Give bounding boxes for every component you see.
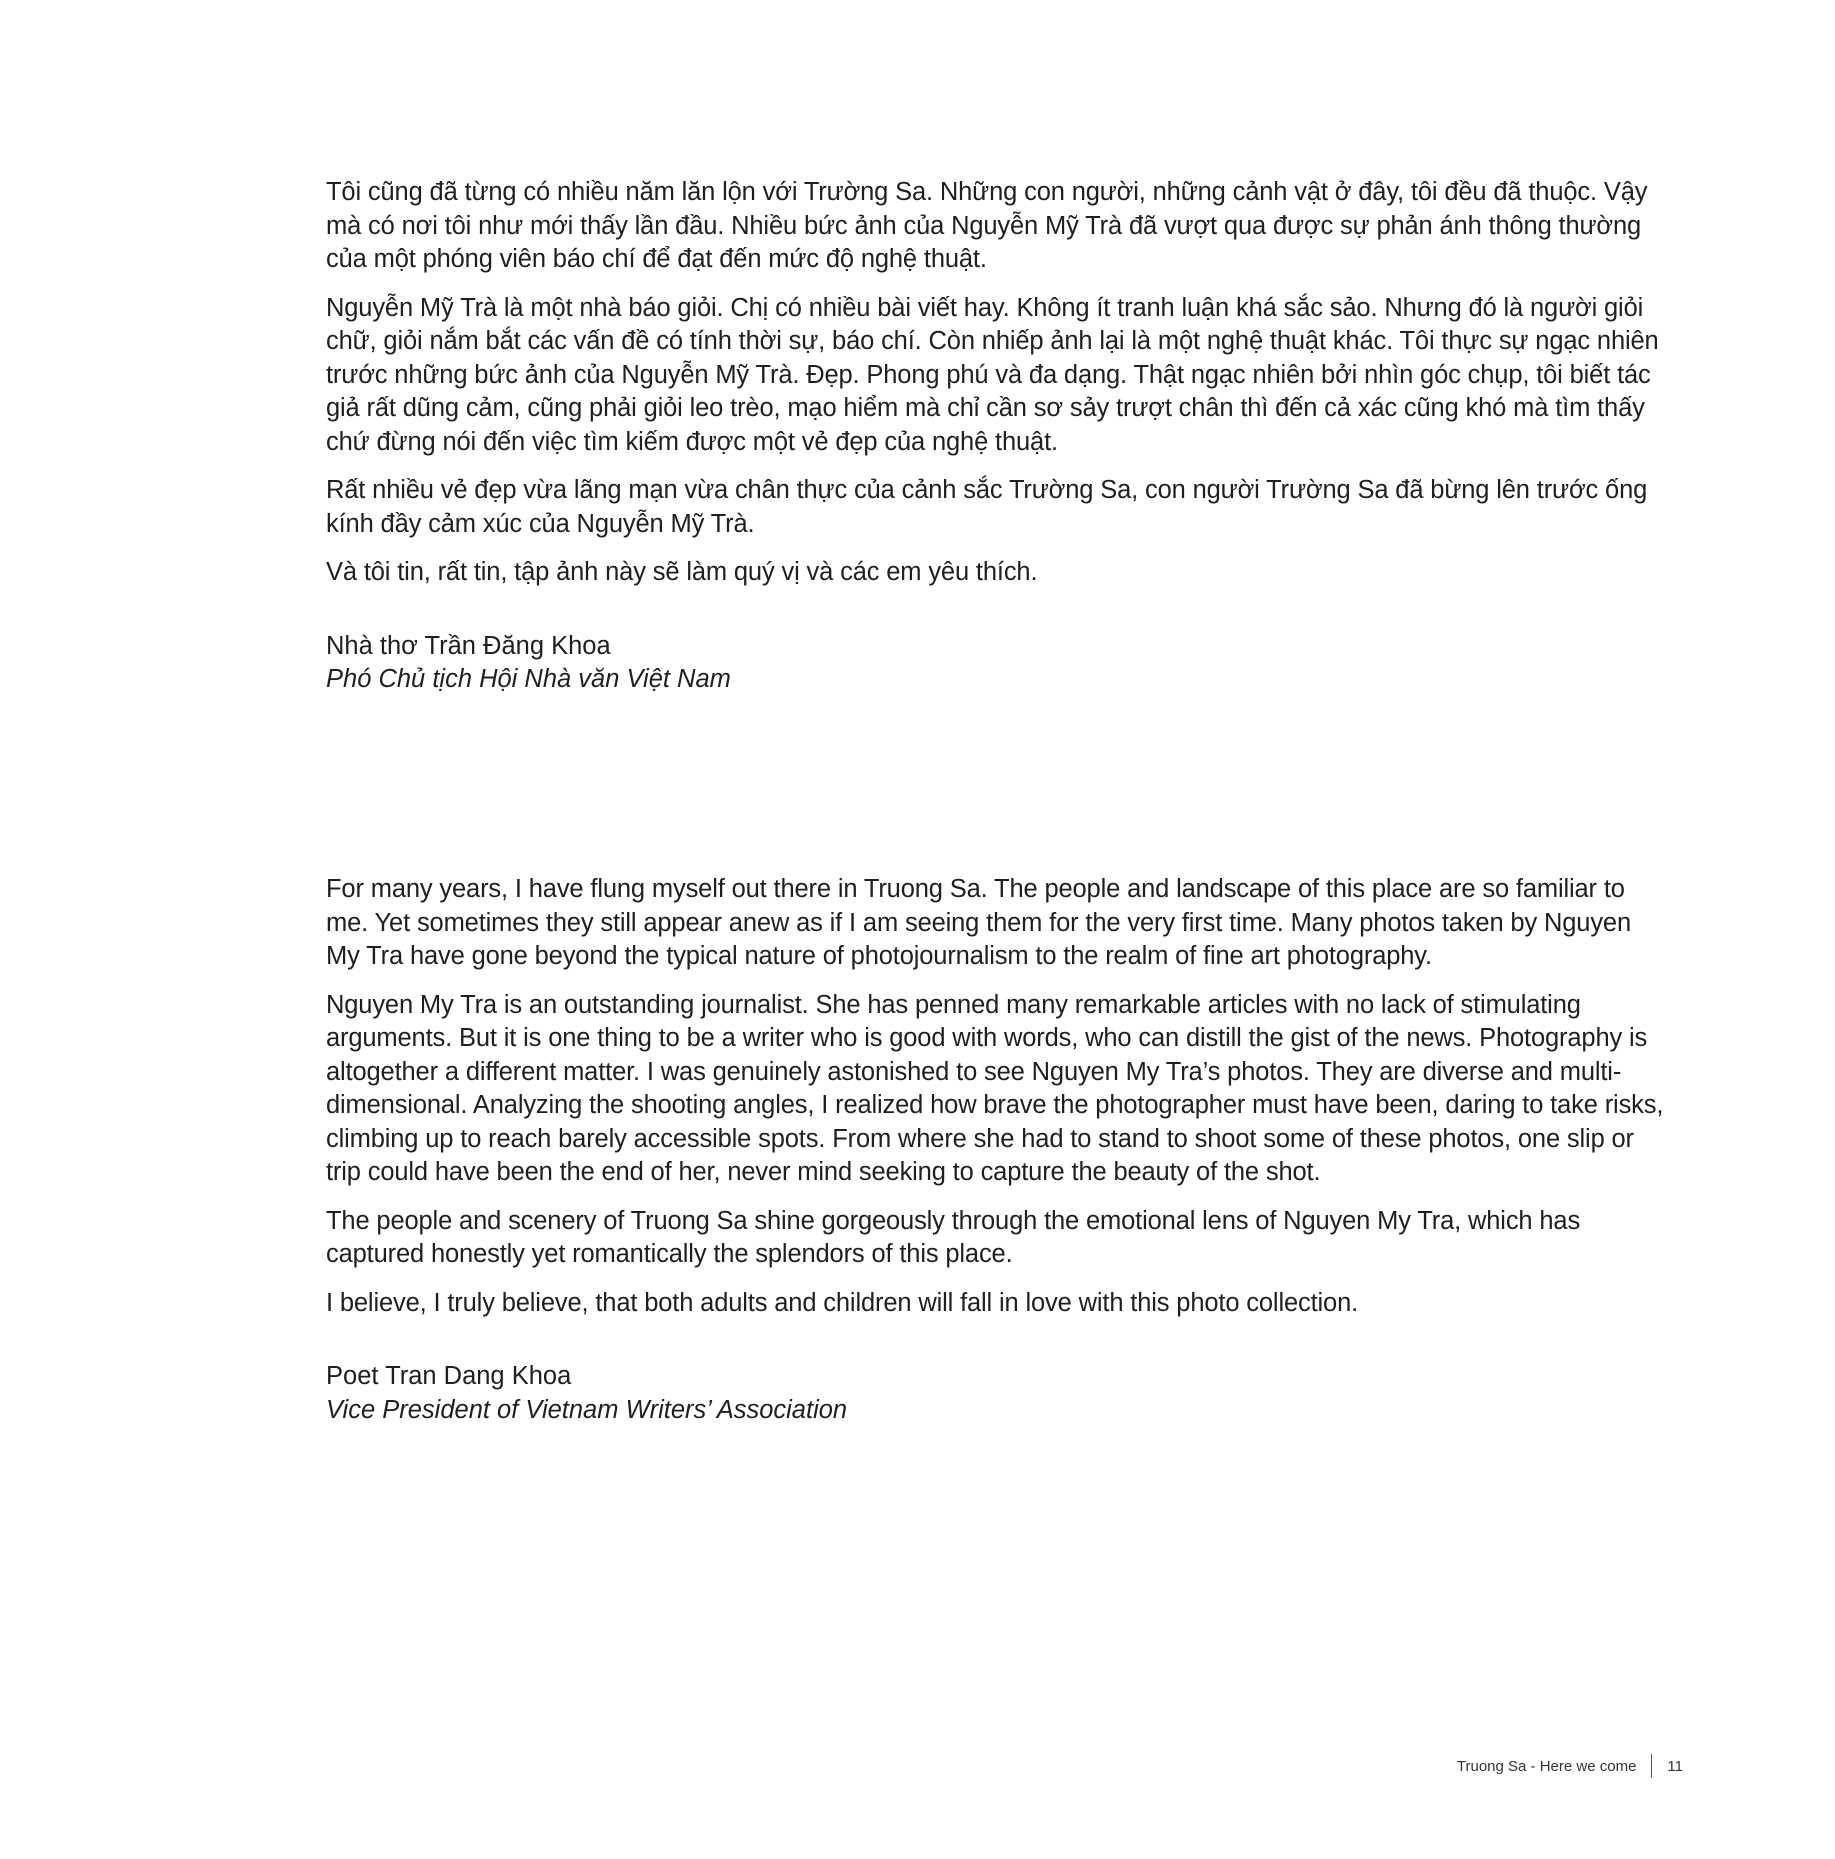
vi-paragraph-1: Tôi cũng đã từng có nhiều năm lăn lộn với Trường Sa. Những con người, những cảnh vật ở đây, tôi đều đã thuộc. Vậy mà có nơi tôi như mới thấy lần đầu. Nhiều bức ảnh của Nguyễn Mỹ Trà đã vượt qua được sự phản ánh thông thường của một phóng viên báo chí để đạt đến mức độ nghệ thuật. [326, 178, 1648, 273]
en-paragraph-2: Nguyen My Tra is an outstanding journalist. She has penned many remarkable articles with no lack of stimulating arguments. But it is one thing to be a writer who is good with words, who can distill the gist of the news. Photography is altogether a different matter. I was genuinely astonished to see Nguyen My Tra’s photos. They are diverse and multi-dimensional. Analyzing the shooting angles, I realized how brave the photographer must have been, daring to take risks, climbing up to reach barely accessible spots. From where she had to stand to shoot some of these photos, one slip or trip could have been the end of her, never mind seeking to capture the beauty of the shot. [326, 990, 1664, 1186]
vi-paragraph-2: Nguyễn Mỹ Trà là một nhà báo giỏi. Chị có nhiều bài viết hay. Không ít tranh luận khá sắc sảo. Nhưng đó là người giỏi chữ, giỏi nắm bắt các vấn đề có tính thời sự, báo chí. Còn nhiếp ảnh lại là một nghệ thuật khác. Tôi thực sự ngạc nhiên trước những bức ảnh của Nguyễn Mỹ Trà. Đẹp. Phong phú và đa dạng. Thật ngạc nhiên bởi nhìn góc chụp, tôi biết tác giả rất dũng cảm, cũng phải giỏi leo trèo, mạo hiểm mà chỉ cần sơ sảy trượt chân thì đến cả xác cũng khó mà tìm thấy chứ đừng nói đến việc tìm kiếm được một vẻ đẹp của nghệ thuật. [326, 293, 1659, 456]
en-signature [326, 1360, 1666, 1427]
footer-divider [1651, 1754, 1652, 1778]
page-number: 11 [1667, 1757, 1683, 1775]
vi-paragraph-3: Rất nhiều vẻ đẹp vừa lãng mạn vừa chân thực của cảnh sắc Trường Sa, con người Trường Sa đã bừng lên trước ống kính đầy cảm xúc của Nguyễn Mỹ Trà. [326, 476, 1648, 538]
english-foreword [326, 873, 1666, 1427]
en-paragraph-1: For many years, I have flung myself out there in Truong Sa. The people and landscape of this place are so familiar to me. Yet sometimes they still appear anew as if I am seeing them for the very first time. Many photos taken by Nguyen My Tra have gone beyond the typical nature of photojournalism to the realm of fine art photography. [326, 875, 1631, 970]
en-signature-name: Poet Tran Dang Khoa [326, 1362, 572, 1390]
vi-paragraph-4: Và tôi tin, rất tin, tập ảnh này sẽ làm quý vị và các em yêu thích. [326, 558, 1038, 586]
footer-book-title: Truong Sa - Here we come [1456, 1757, 1637, 1775]
vi-signature-role: Phó Chủ tịch Hội Nhà văn Việt Nam [326, 665, 731, 693]
page-footer [1457, 1754, 1683, 1778]
vi-signature [326, 630, 1666, 697]
en-paragraph-3: The people and scenery of Truong Sa shine gorgeously through the emotional lens of Nguyen My Tra, which has captured honestly yet romantically the splendors of this place. [326, 1206, 1581, 1268]
en-paragraph-4: I believe, I truly believe, that both adults and children will fall in love with this photo collection. [326, 1288, 1359, 1317]
en-signature-role: Vice President of Vietnam Writers’ Association [326, 1395, 848, 1424]
vi-signature-name: Nhà thơ Trần Đăng Khoa [326, 631, 611, 660]
vietnamese-foreword [326, 176, 1666, 697]
